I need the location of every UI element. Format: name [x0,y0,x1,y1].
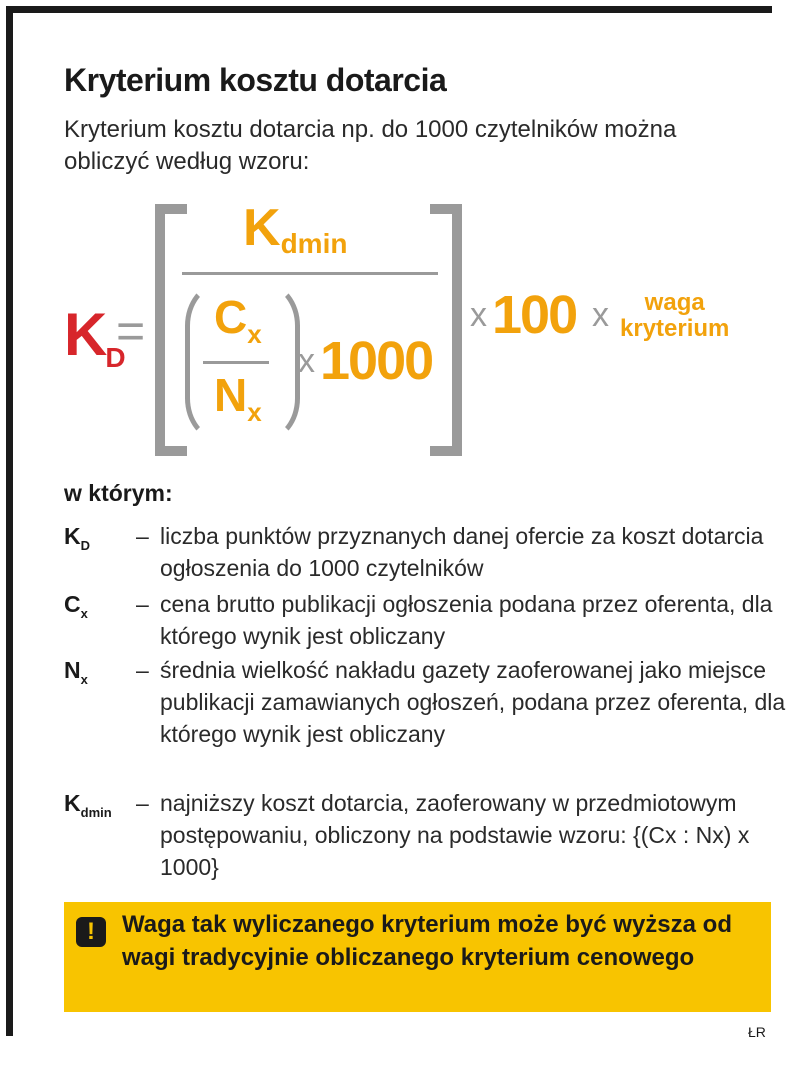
def-text: najniższy koszt dotarcia, zaoferowany w przedmiotowym postępowaniu, obliczony na podstawie wzoru: {(Cx : Nx) x 1000} [160,790,750,880]
formula-nx [214,368,262,427]
formula-cx [214,290,262,349]
def-text: liczba punktów przyznanych danej ofercie za koszt dotarcia ogłoszenia do 1000 czytelników [160,523,764,581]
def-dash: – [136,523,149,549]
cx-main: C [214,291,248,343]
def-dash: – [136,657,149,683]
def-dash: – [136,790,149,816]
inner-fraction-bar [203,361,269,364]
exclamation-icon: ! [76,917,106,947]
times-sign-3: x [592,296,609,334]
waga-line-1: waga [644,289,705,316]
intro-text: Kryterium kosztu dotarcia np. do 1000 czytelników można obliczyć według wzoru: [64,116,677,175]
def-symbol: $K_D$ [64,523,91,553]
alert-text: Waga tak wyliczanego kryterium może być wyższa od wagi tradycyjnie obliczanego kryterium cenowego [122,911,732,971]
formula-kd [64,300,124,373]
def-dash: – [136,591,149,617]
def-symbol: $C_x$ [64,591,88,621]
nx-main: N [214,369,248,421]
cx-sub: x [247,319,262,349]
formula-1000: 1000 [320,331,433,391]
equals-sign: = [116,303,146,359]
formula-100: 100 [492,285,577,345]
where-label: w którym: [64,480,173,506]
frame-left-border [6,6,13,1036]
kd-sub: D [105,342,124,373]
times-sign-2: x [470,296,487,334]
kdmin-sub: dmin [280,228,348,259]
kdmin-main: K [243,199,281,257]
author-credit: ŁR [748,1024,766,1040]
kd-main: K [64,301,106,368]
frame-top-border [6,6,772,13]
alert-box [64,902,771,1012]
main-fraction-bar [182,272,438,275]
times-sign-1: x [298,342,315,380]
waga-line-2: kryterium [620,315,730,342]
page-title: Kryterium kosztu dotarcia [64,62,447,98]
def-symbol: $K_{dmin}$ [64,790,112,820]
formula [0,190,805,460]
right-bracket [430,204,462,456]
formula-kdmin [243,198,347,258]
formula-waga [620,290,729,342]
def-text: średnia wielkość nakładu gazety zaoferowanej jako miejsce publikacji zamawianych ogłoszeń, podana przez oferenta, dla którego wynik jest obliczany [160,657,786,747]
def-symbol: $N_x$ [64,657,88,687]
right-paren [265,282,300,442]
left-bracket [155,204,187,456]
def-text: cena brutto publikacji ogłoszenia podana przez oferenta, dla którego wynik jest obliczany [160,591,773,649]
nx-sub: x [247,397,262,427]
